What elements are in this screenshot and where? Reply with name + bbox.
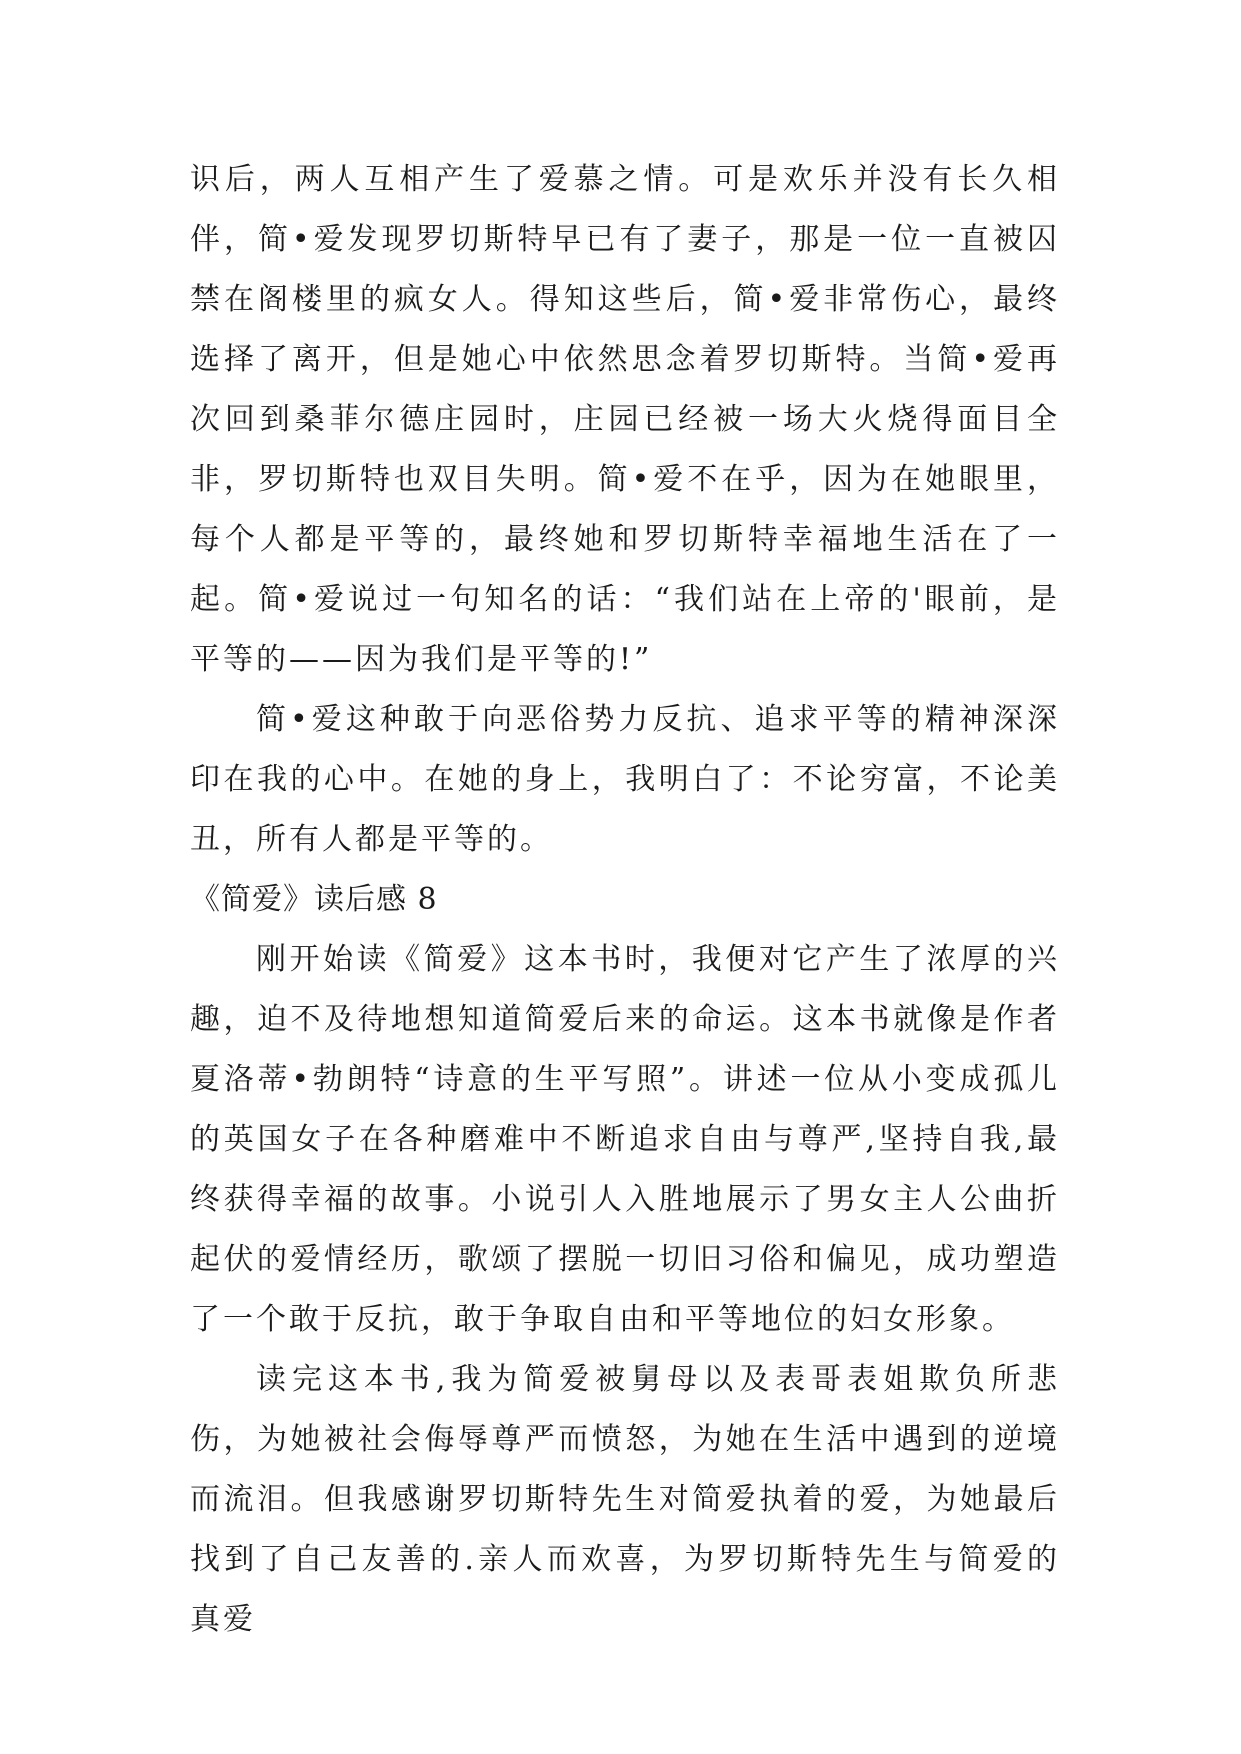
section-heading: 《简爱》读后感 8 <box>190 882 438 917</box>
paragraph-story-summary: 识后，两人互相产生了爱慕之情。可是欢乐并没有长久相伴，简•爱发现罗切斯特早已有了妻子，那是一位一直被囚禁在阁楼里的疯女人。得知这些后，简•爱非常伤心，最终选择了离开，但是她心中依然思念着罗切斯特。当简•爱再次回到桑菲尔德庄园时，庄园已经被一场大火烧得面目全非，罗切斯特也双目失明。简•爱不在乎，因为在她眼里，每个人都是平等的，最终她和罗切斯特幸福地生活在了一起。简•爱说过一句知名的话：“我们站在上帝的'眼前，是平等的——因为我们是平等的!” <box>190 162 1060 677</box>
document-body <box>190 150 1060 1650</box>
paragraph-first-impression: 刚开始读《简爱》这本书时，我便对它产生了浓厚的兴趣，迫不及待地想知道简爱后来的命运。这本书就像是作者夏洛蒂•勃朗特“诗意的生平写照”。讲述一位从小变成孤儿的英国女子在各种磨难中不断追求自由与尊严,坚持自我,最终获得幸福的故事。小说引人入胜地展示了男女主人公曲折起伏的爱情经历，歌颂了摆脱一切旧习俗和偏见，成功塑造了一个敢于反抗，敢于争取自由和平等地位的妇女形象。 <box>190 942 1060 1337</box>
paragraph-after-reading: 读完这本书,我为简爱被舅母以及表哥表姐欺负所悲伤，为她被社会侮辱尊严而愤怒，为她在生活中遇到的逆境而流泪。但我感谢罗切斯特先生对简爱执着的爱，为她最后找到了自己友善的.亲人而欢喜，为罗切斯特先生与简爱的真爱 <box>190 1362 1060 1637</box>
paragraph-equality-reflection: 简•爱这种敢于向恶俗势力反抗、追求平等的精神深深印在我的心中。在她的身上，我明白了：不论穷富，不论美丑，所有人都是平等的。 <box>190 702 1060 857</box>
